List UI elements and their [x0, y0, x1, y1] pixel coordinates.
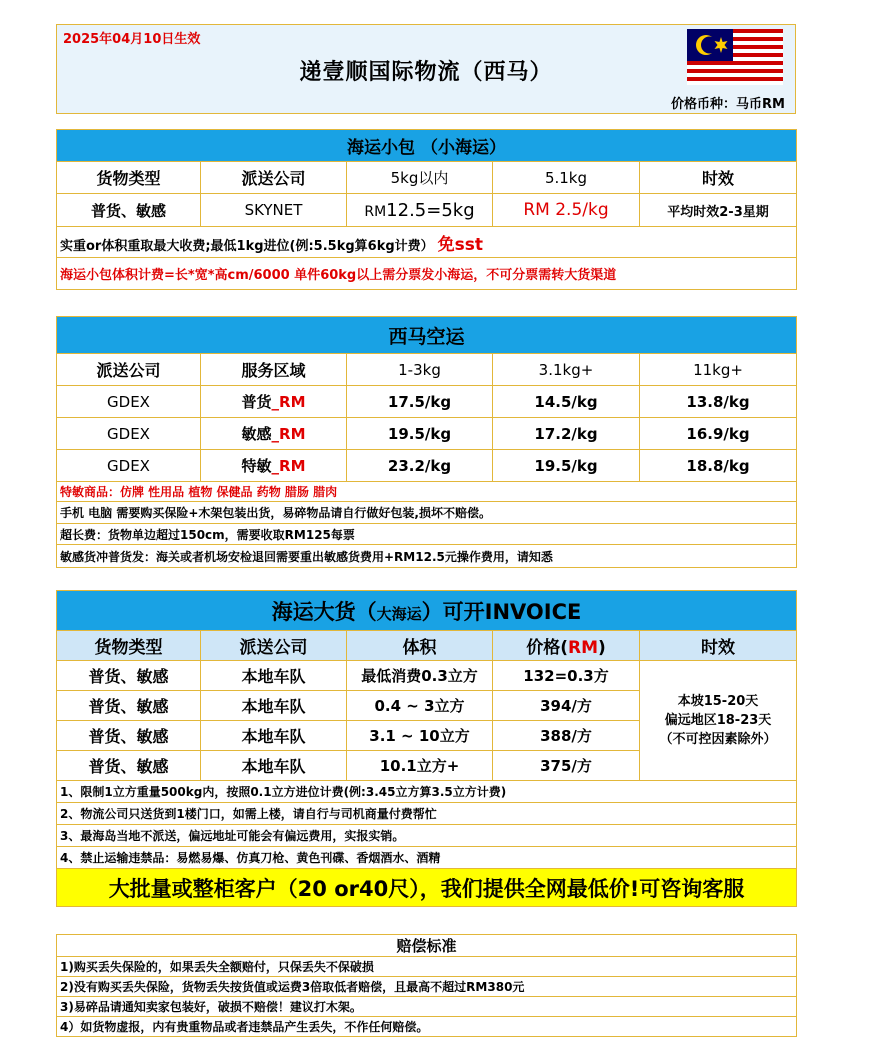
big-price: 394/方 [493, 691, 640, 721]
sea-big-title [57, 591, 797, 631]
price-close: ) [598, 638, 606, 658]
big-volume: 最低消费0.3立方 [347, 661, 493, 691]
sst-free-tag: 免sst [437, 234, 484, 255]
big-note-3: 3、最海岛当地不派送，偏远地址可能会有偏远费用，实报实销。 [57, 825, 797, 847]
bulk-banner: 大批量或整柜客户（20 or40尺），我们提供全网最低价!可咨询客服 [57, 869, 797, 907]
compensation-item-3: 3)易碎品请通知卖家包装好，破损不赔偿！建议打木架。 [57, 997, 797, 1017]
air-company: GDEX [57, 386, 201, 418]
air-price-2: 19.5/kg [493, 450, 640, 482]
big-volume: 10.1立方+ [347, 751, 493, 781]
table-row [57, 386, 797, 418]
sea-small-table [56, 129, 797, 290]
big-price: 132=0.3方 [493, 661, 640, 691]
air-price-1: 19.5/kg [347, 418, 493, 450]
table-row [57, 450, 797, 482]
area-suffix: _RM [271, 425, 306, 443]
big-price: 388/方 [493, 721, 640, 751]
air-price-2: 14.5/kg [493, 386, 640, 418]
title-part-a: 海运大货（ [271, 599, 377, 624]
title-part-b: 大海运 [376, 604, 422, 623]
sea-big-table [56, 590, 797, 907]
currency-label: 价格币种：马币RM [671, 97, 785, 112]
air-price-1: 23.2/kg [347, 450, 493, 482]
sea-small-note-1 [57, 227, 797, 258]
table-row [57, 661, 797, 691]
air-note-oversize: 超长费：货物单边超过150cm，需要收取RM125每票 [57, 524, 797, 545]
time-line-1: 本坡15-20天 [677, 694, 759, 709]
big-company: 本地车队 [201, 661, 347, 691]
area-label: 特敏 [241, 457, 272, 475]
malaysia-flag-icon [687, 29, 783, 85]
big-note-2: 2、物流公司只送货到1楼门口，如需上楼，请自行与司机商量付费帮忙 [57, 803, 797, 825]
effective-date: 2025年04月10日生效 [63, 32, 201, 47]
cell-type: 普货、敏感 [57, 194, 201, 227]
area-label: 敏感 [241, 425, 272, 443]
air-price-3: 13.8/kg [640, 386, 797, 418]
sea-small-note-2: 海运小包体积计费=长*宽*高cm/6000 单件60kg以上需分票发小海运，不可分票需转大货渠道 [57, 258, 797, 290]
cell-time: 平均时效2-3星期 [640, 194, 797, 227]
big-price: 375/方 [493, 751, 640, 781]
price-unit: RM [567, 638, 598, 658]
air-area [201, 386, 347, 418]
big-company: 本地车队 [201, 721, 347, 751]
time-line-2: 偏远地区18-23天 [664, 713, 772, 728]
note-1-text: 实重or体积重取最大收费;最低1kg进位(例:5.5kg算6kg计费） [60, 238, 434, 254]
big-col-volume: 体积 [347, 631, 493, 661]
air-col-11kg: 11kg+ [640, 354, 797, 386]
price-prefix: RM [364, 203, 387, 220]
air-price-3: 18.8/kg [640, 450, 797, 482]
col-header-under5kg: 5kg以内 [347, 162, 493, 194]
air-col-1-3kg: 1-3kg [347, 354, 493, 386]
big-col-time: 时效 [640, 631, 797, 661]
air-price-1: 17.5/kg [347, 386, 493, 418]
air-note-electronics: 手机 电脑 需要购买保险+木架包装出货，易碎物品请自行做好包装,损坏不赔偿。 [57, 502, 797, 524]
big-col-type: 货物类型 [57, 631, 201, 661]
big-time-cell [640, 661, 797, 781]
air-col-company: 派送公司 [57, 354, 201, 386]
cell-price-5kg [347, 194, 493, 227]
air-price-3: 16.9/kg [640, 418, 797, 450]
col-header-company: 派送公司 [201, 162, 347, 194]
big-type: 普货、敏感 [57, 751, 201, 781]
air-area [201, 418, 347, 450]
air-company: GDEX [57, 418, 201, 450]
page-title: 递壹顺国际物流（西马） [299, 60, 553, 85]
air-col-3-1kg: 3.1kg+ [493, 354, 640, 386]
big-volume: 0.4 ~ 3立方 [347, 691, 493, 721]
air-company: GDEX [57, 450, 201, 482]
big-type: 普货、敏感 [57, 661, 201, 691]
air-price-2: 17.2/kg [493, 418, 640, 450]
col-header-5-1kg: 5.1kg [493, 162, 640, 194]
air-table [56, 316, 797, 568]
big-volume: 3.1 ~ 10立方 [347, 721, 493, 751]
air-col-area: 服务区域 [201, 354, 347, 386]
col-header-time: 时效 [640, 162, 797, 194]
price-head: 价格( [526, 638, 568, 658]
header-panel [56, 24, 796, 114]
big-company: 本地车队 [201, 751, 347, 781]
big-note-4: 4、禁止运输违禁品：易燃易爆、仿真刀枪、黄色刊碟、香烟酒水、酒精 [57, 847, 797, 869]
sea-small-title: 海运小包 （小海运） [57, 130, 797, 162]
area-label: 普货 [241, 393, 272, 411]
compensation-item-4: 4）如货物虚报，内有贵重物品或者违禁品产生丢失，不作任何赔偿。 [57, 1017, 797, 1037]
big-col-price [493, 631, 640, 661]
cell-company: SKYNET [201, 194, 347, 227]
compensation-item-1: 1)购买丢失保险的，如果丢失全额赔付，只保丢失不保破损 [57, 957, 797, 977]
compensation-table [56, 934, 797, 1037]
big-type: 普货、敏感 [57, 691, 201, 721]
area-suffix: _RM [271, 393, 306, 411]
big-note-1: 1、限制1立方重量500kg内，按照0.1立方进位计费(例:3.45立方算3.5立方计费) [57, 781, 797, 803]
air-note-customs: 敏感货冲普货发：海关或者机场安检退回需要重出敏感货费用+RM12.5元操作费用，请知悉 [57, 545, 797, 568]
air-title: 西马空运 [57, 317, 797, 354]
air-note-sensitive: 特敏商品：仿牌 性用品 植物 保健品 药物 腊肠 腊肉 [57, 482, 797, 502]
price-main: 12.5=5kg [386, 199, 475, 221]
air-area [201, 450, 347, 482]
time-line-3: （不可控因素除外） [659, 732, 777, 747]
big-company: 本地车队 [201, 691, 347, 721]
area-suffix: _RM [271, 457, 306, 475]
table-row [57, 418, 797, 450]
big-type: 普货、敏感 [57, 721, 201, 751]
compensation-item-2: 2)没有购买丢失保险，货物丢失按货值或运费3倍取低者赔偿，且最高不超过RM380元 [57, 977, 797, 997]
cell-price-per-kg: RM 2.5/kg [493, 194, 640, 227]
title-part-c: ）可开INVOICE [421, 599, 582, 624]
col-header-type: 货物类型 [57, 162, 201, 194]
compensation-title: 赔偿标准 [57, 935, 797, 957]
big-col-company: 派送公司 [201, 631, 347, 661]
